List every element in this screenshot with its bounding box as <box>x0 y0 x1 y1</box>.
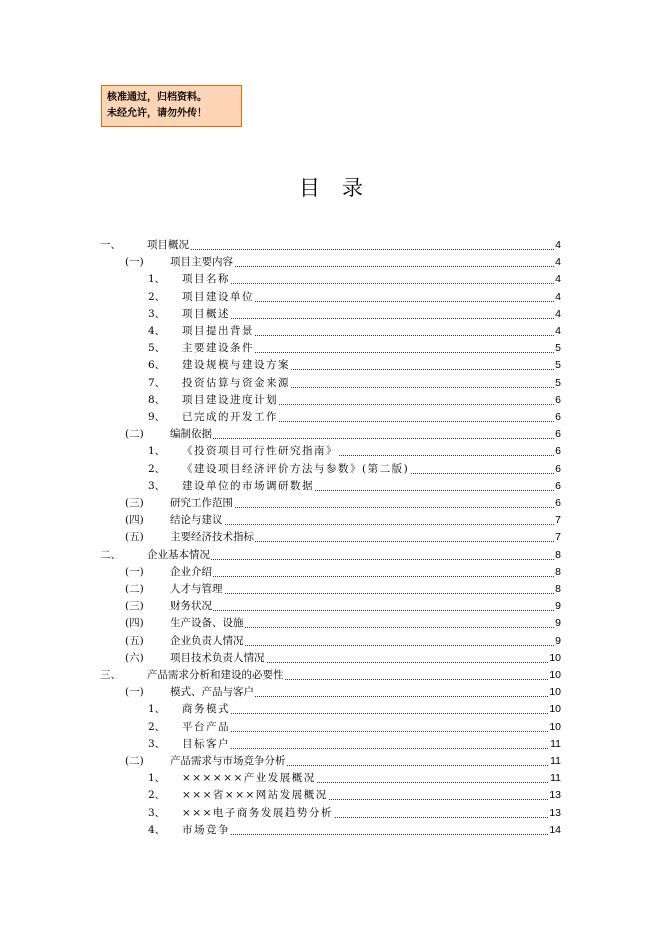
toc-entry[interactable] <box>0 770 662 787</box>
toc-entry-title: 项目建设进度计划 <box>182 392 279 409</box>
toc-entry-title: 商务模式 <box>182 701 231 718</box>
toc-entry-number: 二、 <box>100 548 121 561</box>
toc-entry[interactable] <box>0 564 662 581</box>
toc-entry-number: (二) <box>125 583 144 595</box>
toc-entry[interactable] <box>0 237 662 254</box>
toc-entry-title: 项目名称 <box>182 271 231 288</box>
toc-entry-page: 9 <box>554 598 561 615</box>
toc-entry-number: (三) <box>125 497 144 509</box>
toc-entry-page: 10 <box>548 684 561 701</box>
toc-entry-title: 编制依据 <box>170 426 213 443</box>
toc-entry[interactable] <box>0 822 662 839</box>
toc-entry-title: 产品需求与市场竞争分析 <box>170 753 287 770</box>
toc-entry-title: ××××××产业发展概况 <box>182 770 317 787</box>
toc-entry-number: 2、 <box>148 789 166 802</box>
toc-entry-title: 生产设备、设施 <box>170 615 245 632</box>
toc-entry-title: 建设单位的市场调研数据 <box>182 478 315 495</box>
toc-entry-number: (二) <box>125 428 144 441</box>
toc-entry-number: 1、 <box>148 273 166 286</box>
toc-entry-page: 8 <box>554 547 561 564</box>
toc-entry-page: 4 <box>554 237 561 254</box>
toc-entry-title: 平台产品 <box>182 719 231 736</box>
toc-entry-number: 2、 <box>148 462 166 475</box>
toc-entry-number: 3、 <box>148 307 166 320</box>
toc-entry-number: 9、 <box>148 411 166 423</box>
toc-entry[interactable] <box>0 615 662 632</box>
toc-entry[interactable] <box>0 375 662 392</box>
toc-entry-number: (一) <box>125 256 144 269</box>
toc-dot-leader <box>170 438 560 439</box>
toc-entry-title: 项目技术负责人情况 <box>170 650 266 667</box>
toc-entry[interactable] <box>0 787 662 804</box>
toc-entry-title: ×××省×××网站发展概况 <box>182 787 329 804</box>
notice-line-2: 未经允许，请勿外传！ <box>107 108 207 119</box>
toc-entry-page: 13 <box>548 787 561 804</box>
toc-entry[interactable] <box>0 461 662 478</box>
toc-entry[interactable] <box>0 340 662 357</box>
toc-entry-title: 市场竞争 <box>182 822 231 839</box>
toc-entry[interactable] <box>0 633 662 650</box>
toc-entry[interactable] <box>0 598 662 615</box>
toc-entry[interactable] <box>0 426 662 443</box>
toc-entry-page: 7 <box>554 512 561 529</box>
toc-entry-number: 6、 <box>148 359 166 372</box>
toc-entry[interactable] <box>0 254 662 271</box>
toc-entry-title: 建设规模与建设方案 <box>182 357 291 374</box>
toc-entry-title: 企业基本情况 <box>147 547 211 564</box>
toc-entry-number: (三) <box>125 600 144 613</box>
toc-entry-title: 项目提出背景 <box>182 323 255 340</box>
toc-entry[interactable] <box>0 736 662 753</box>
toc-entry-number: (五) <box>125 634 144 647</box>
toc-entry-page: 6 <box>554 409 561 426</box>
toc-entry-number: 3、 <box>148 479 166 492</box>
toc-entry[interactable] <box>0 512 662 529</box>
toc-entry[interactable] <box>0 357 662 374</box>
toc-entry-number: 7、 <box>148 376 166 389</box>
toc-entry-page: 6 <box>554 495 561 512</box>
toc-entry-page: 6 <box>554 443 561 460</box>
toc-entry-page: 11 <box>549 770 561 787</box>
toc-entry-title: 项目概述 <box>182 306 231 323</box>
toc-entry[interactable] <box>0 753 662 770</box>
toc-dot-leader <box>182 748 560 749</box>
toc-entry-number: (五) <box>125 531 144 544</box>
toc-entry[interactable] <box>0 409 662 426</box>
toc-entry-number: (四) <box>125 617 144 630</box>
toc-dot-leader <box>170 610 560 611</box>
toc-entry[interactable] <box>0 667 662 684</box>
toc-entry-page: 11 <box>549 736 561 753</box>
toc-dot-leader <box>182 834 560 835</box>
toc-entry-number: (一) <box>125 686 144 699</box>
toc-entry-number: 3、 <box>148 737 166 750</box>
toc-entry[interactable] <box>0 478 662 495</box>
toc-entry-number: (六) <box>125 651 144 664</box>
toc-entry-number: 三、 <box>100 669 121 681</box>
toc-entry-title: 企业负责人情况 <box>170 633 245 650</box>
toc-entry-page: 5 <box>554 357 561 374</box>
toc-entry-title: 投资估算与资金来源 <box>182 375 291 392</box>
toc-entry-title: 企业介绍 <box>170 564 213 581</box>
toc-entry-number: (一) <box>125 565 144 578</box>
toc-entry-title: 结论与建议 <box>170 512 224 529</box>
toc-entry[interactable] <box>0 271 662 288</box>
toc-entry-number: 8、 <box>148 393 166 406</box>
toc-entry-title: 主要建设条件 <box>182 340 255 357</box>
toc-entry-page: 13 <box>548 805 561 822</box>
toc-entry-page: 8 <box>554 581 561 598</box>
toc-entry-number: 4、 <box>148 325 166 337</box>
toc-entry-title: ×××电子商务发展趋势分析 <box>182 805 334 822</box>
toc-entry-page: 4 <box>554 306 561 323</box>
toc-entry-number: 3、 <box>148 806 166 819</box>
toc-entry-page: 5 <box>554 375 561 392</box>
toc-entry-page: 11 <box>549 753 561 770</box>
toc-entry-title: 项目主要内容 <box>170 254 234 271</box>
toc-entry[interactable] <box>0 392 662 409</box>
toc-entry[interactable] <box>0 719 662 736</box>
toc-dot-leader <box>182 283 560 284</box>
toc-entry-title: 《投资项目可行性研究指南》 <box>182 443 339 460</box>
toc-entry-number: 一、 <box>100 239 121 251</box>
toc-entry-title: 财务状况 <box>170 598 213 615</box>
toc-dot-leader <box>182 731 560 732</box>
toc-entry-number: 5、 <box>148 342 166 355</box>
toc-entry[interactable] <box>0 547 662 564</box>
toc-entry-title: 目标客户 <box>182 736 231 753</box>
toc-dot-leader <box>170 524 560 525</box>
toc-entry-page: 5 <box>554 340 561 357</box>
toc-entry[interactable] <box>0 581 662 598</box>
toc-entry-page: 6 <box>554 392 561 409</box>
toc-dot-leader <box>147 249 560 250</box>
toc-entry-number: (四) <box>125 514 144 527</box>
toc-entry-title: 产品需求分析和建设的必要性 <box>147 667 285 684</box>
toc-entry[interactable] <box>0 701 662 718</box>
toc-entry-title: 项目概况 <box>147 237 190 254</box>
toc-entry[interactable] <box>0 323 662 340</box>
toc-dot-leader <box>170 593 560 594</box>
toc-entry-title: 研究工作范围 <box>170 495 234 512</box>
toc-entry-title: 《建设项目经济评价方法与参数》(第二版) <box>182 461 410 478</box>
toc-entry[interactable] <box>0 650 662 667</box>
toc-entry-page: 4 <box>554 254 561 271</box>
toc-entry-page: 4 <box>554 271 561 288</box>
toc-entry-page: 6 <box>554 426 561 443</box>
toc-entry-title: 主要经济技术指标 <box>170 529 255 546</box>
toc-entry-page: 10 <box>548 719 561 736</box>
toc-entry-page: 4 <box>554 289 561 306</box>
toc-dot-leader <box>182 713 560 714</box>
toc-entry-title: 已完成的开发工作 <box>182 409 279 426</box>
toc-entry-page: 8 <box>554 564 561 581</box>
toc-entry[interactable] <box>0 529 662 546</box>
toc-entry-page: 6 <box>554 461 561 478</box>
toc-entry-page: 7 <box>554 529 561 546</box>
toc-entry-page: 4 <box>554 323 561 340</box>
toc-entry[interactable] <box>0 443 662 460</box>
toc-entry-number: 1、 <box>148 772 166 785</box>
toc-entry-number: 4、 <box>148 823 166 836</box>
toc-dot-leader <box>170 576 560 577</box>
toc-entry-number: 2、 <box>148 290 166 303</box>
toc-entry[interactable] <box>0 805 662 822</box>
toc-entry-number: 1、 <box>148 445 166 458</box>
toc-dot-leader <box>182 318 560 319</box>
notice-line-1: 核准通过，归档资料。 <box>107 92 207 103</box>
toc-entry-page: 10 <box>548 650 561 667</box>
toc-entry-page: 9 <box>554 633 561 650</box>
page-title: 目录 <box>299 176 385 200</box>
toc-entry[interactable] <box>0 684 662 701</box>
toc-entry-page: 10 <box>548 667 561 684</box>
toc-entry-page: 9 <box>554 615 561 632</box>
toc-entry-page: 6 <box>554 478 561 495</box>
toc-entry-title: 人才与管理 <box>170 581 224 598</box>
toc-entry[interactable] <box>0 289 662 306</box>
toc-entry-number: 2、 <box>148 720 166 733</box>
toc-entry-title: 模式、产品与客户 <box>170 684 255 701</box>
toc-entry-number: (二) <box>125 755 144 767</box>
toc-entry-title: 项目建设单位 <box>182 289 255 306</box>
toc-entry-number: 1、 <box>148 703 166 716</box>
toc-entry-page: 14 <box>548 822 561 839</box>
toc-entry[interactable] <box>0 495 662 512</box>
toc-entry[interactable] <box>0 306 662 323</box>
toc-entry-page: 10 <box>548 701 561 718</box>
